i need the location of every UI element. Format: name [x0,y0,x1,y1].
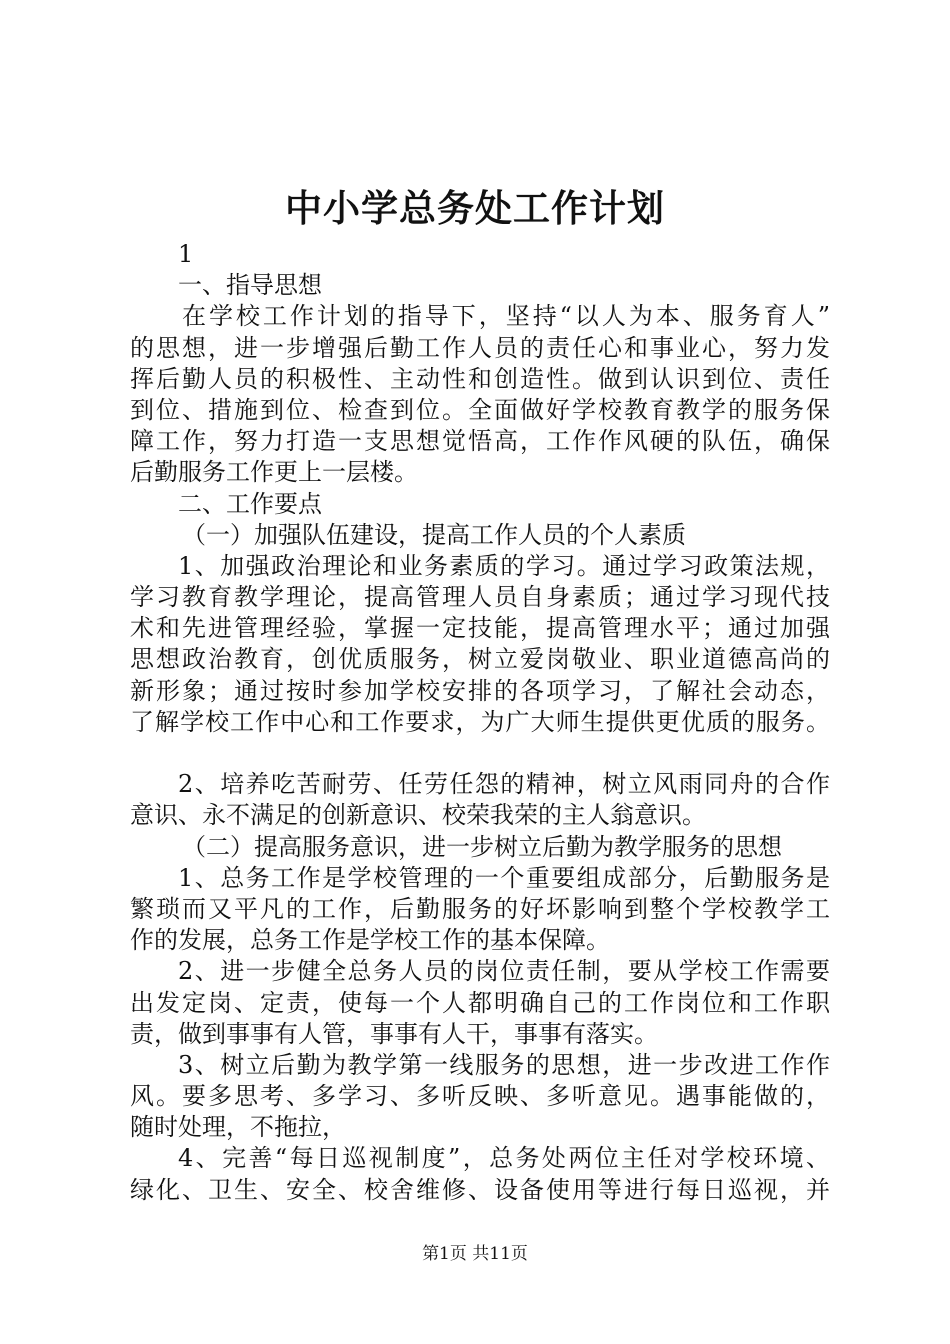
paragraph-line: 3、树立后勤为教学第一线服务的思想，进一步改进工作作 [178,1050,830,1079]
paragraph-line: 随时处理，不拖拉， [130,1113,346,1142]
paragraph-line: 繁琐而又平凡的工作，后勤服务的好坏影响到整个学校教学工 [130,894,830,923]
paragraph-line: 挥后勤人员的积极性、主动性和创造性。做到认识到位、责任 [130,364,830,393]
paragraph-line: 4、完善“每日巡视制度”，总务处两位主任对学校环境、 [178,1144,830,1173]
paragraph-line: 思想政治教育，创优质服务，树立爱岗敬业、职业道德高尚的 [130,645,830,674]
paragraph-line: 出发定岗、定责，使每一个人都明确自己的工作岗位和工作职 [130,988,830,1017]
paragraph-line: 2、培养吃苦耐劳、任劳任怨的精神，树立风雨同舟的合作 [178,770,830,799]
paragraph-line: 1、总务工作是学校管理的一个重要组成部分，后勤服务是 [178,863,830,892]
page-number-text: 1 [178,240,194,268]
paragraph-line: 风。要多思考、多学习、多听反映、多听意见。遇事能做的， [130,1082,830,1111]
paragraph-line: 了解学校工作中心和工作要求，为广大师生提供更优质的服务。 [130,707,830,736]
paragraph-line: 绿化、卫生、安全、校舍维修、设备使用等进行每日巡视，并 [130,1175,830,1204]
subsection-heading: （一）加强队伍建设，提高工作人员的个人素质 [182,520,686,549]
paragraph-line: 1、加强政治理论和业务素质的学习。通过学习政策法规， [178,551,830,580]
document-title: 中小学总务处工作计划 [285,186,665,230]
paragraph-line: 2、进一步健全总务人员的岗位责任制，要从学校工作需要 [178,957,830,986]
paragraph-line: 作的发展，总务工作是学校工作的基本保障。 [130,926,610,955]
paragraph-line: 意识、永不满足的创新意识、校荣我荣的主人翁意识。 [130,801,706,830]
paragraph-line: 术和先进管理经验，掌握一定技能，提高管理水平；通过加强 [130,614,830,643]
blank-line [130,738,830,769]
page-footer: 第1页 共11页 [422,1244,528,1264]
paragraph-line: 学习教育教学理论，提高管理人员自身素质；通过学习现代技 [130,583,830,612]
section-heading: 二、工作要点 [178,489,322,518]
paragraph-line: 新形象；通过按时参加学校安排的各项学习，了解社会动态， [130,676,830,705]
paragraph-line: 的思想，进一步增强后勤工作人员的责任心和事业心，努力发 [130,333,830,362]
document-body [130,239,830,1206]
paragraph-line: 后勤服务工作更上一层楼。 [130,458,418,487]
paragraph-line: 在学校工作计划的指导下，坚持“以人为本、服务育人” [182,302,830,331]
section-heading: 一、指导思想 [178,271,322,300]
paragraph-line: 到位、措施到位、检查到位。全面做好学校教育教学的服务保 [130,395,830,424]
subsection-heading: （二）提高服务意识，进一步树立后勤为教学服务的思想 [182,832,782,861]
paragraph-line: 责，做到事事有人管，事事有人干，事事有落实。 [130,1019,658,1048]
paragraph-line: 障工作，努力打造一支思想觉悟高，工作作风硬的队伍，确保 [130,427,830,456]
